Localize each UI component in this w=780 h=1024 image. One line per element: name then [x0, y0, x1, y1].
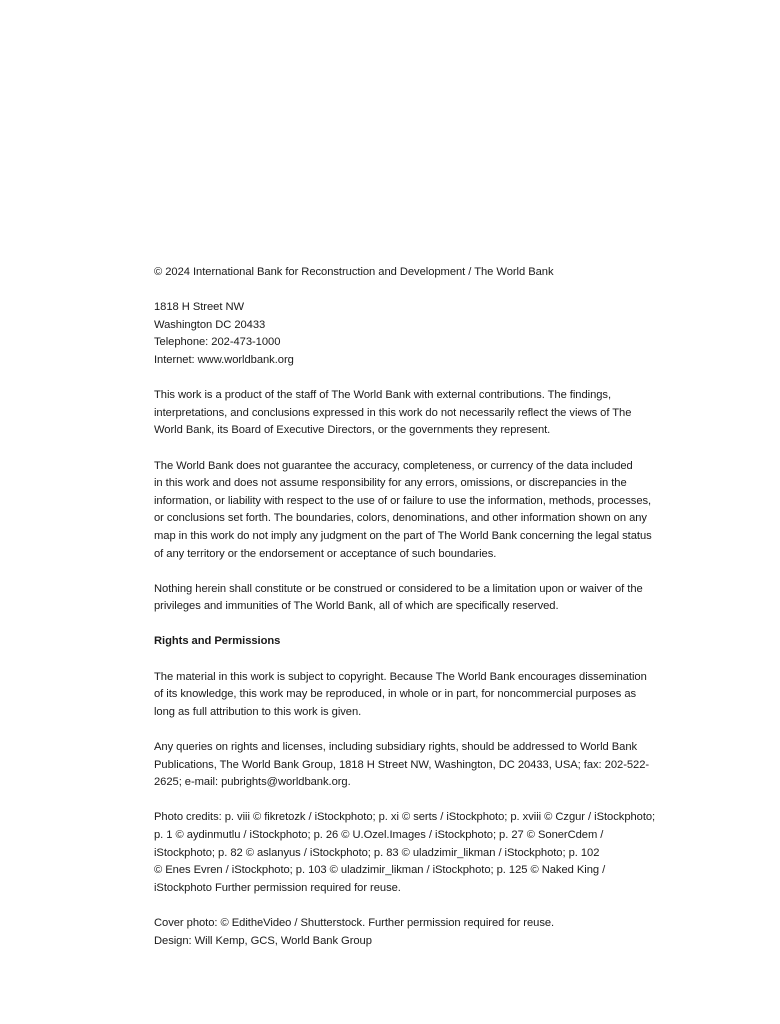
paragraph-line: of its knowledge, this work may be reproduced, in whole or in part, for noncommercial purposes as: [154, 688, 637, 701]
paragraph-line: World Bank, its Board of Executive Directors, or the governments they represent.: [154, 424, 551, 437]
photo-credits-paragraph: [154, 809, 714, 897]
credits-block: [154, 915, 714, 950]
address-internet: Internet: www.worldbank.org: [154, 353, 294, 366]
address-street: 1818 H Street NW: [154, 301, 244, 314]
disclaimer-privileges-paragraph: [154, 581, 714, 616]
rights-paragraph: [154, 669, 714, 722]
disclaimer-staff-paragraph: [154, 387, 714, 440]
copyright-page: [154, 264, 714, 968]
copyright-notice: © 2024 International Bank for Reconstruction and Development / The World Bank: [154, 266, 554, 278]
paragraph-line: The material in this work is subject to copyright. Because The World Bank encourages dissemination: [154, 670, 647, 683]
paragraph-line: The World Bank does not guarantee the accuracy, completeness, or currency of the data included: [154, 459, 633, 472]
paragraph-line: interpretations, and conclusions expressed in this work do not necessarily reflect the views of The: [154, 406, 632, 419]
paragraph-line: p. 1 © aydinmutlu / iStockphoto; p. 26 © U.Ozel.Images / iStockphoto; p. 27 © SonerCdem /: [154, 829, 604, 841]
paragraph-line: 2625; e-mail: pubrights@worldbank.org.: [154, 776, 351, 789]
paragraph-line: Any queries on rights and licenses, including subsidiary rights, should be addressed to World Bank: [154, 741, 638, 754]
paragraph-line: map in this work do not imply any judgment on the part of The World Bank concerning the legal status: [154, 529, 652, 542]
address-telephone: Telephone: 202-473-1000: [154, 336, 281, 349]
rights-heading: Rights and Permissions: [154, 635, 281, 648]
address-block: [154, 299, 714, 369]
paragraph-line: information, or liability with respect to the use of or failure to use the information, methods, processes,: [154, 494, 652, 507]
design-credit: Design: Will Kemp, GCS, World Bank Group: [154, 934, 372, 947]
paragraph-line: in this work and does not assume responsibility for any errors, omissions, or discrepancies in the: [154, 477, 627, 490]
copyright-notice-block: [154, 264, 714, 282]
paragraph-line: Publications, The World Bank Group, 1818 H Street NW, Washington, DC 20433, USA; fax: 202-522-: [154, 758, 650, 771]
paragraph-line: iStockphoto; p. 82 © aslanyus / iStockphoto; p. 83 © uladzimir_likman / iStockphoto; p. 102: [154, 846, 600, 859]
address-city: Washington DC 20433: [154, 318, 266, 331]
rights-heading-block: [154, 633, 714, 651]
paragraph-line: © Enes Evren / iStockphoto; p. 103 © uladzimir_likman / iStockphoto; p. 125 © Naked King /: [154, 864, 606, 877]
paragraph-line: Photo credits: p. viii © fikretozk / iStockphoto; p. xi © serts / iStockphoto; p. xviii © Czgur / iStockphoto;: [154, 811, 656, 824]
paragraph-line: This work is a product of the staff of The World Bank with external contributions. The findings,: [154, 389, 612, 402]
paragraph-line: Nothing herein shall constitute or be construed or considered to be a limitation upon or waiver of the: [154, 582, 643, 595]
cover-photo-credit: Cover photo: © EditheVideo / Shutterstock. Further permission required for reuse.: [154, 916, 555, 929]
paragraph-line: privileges and immunities of The World Bank, all of which are specifically reserved.: [154, 600, 559, 613]
disclaimer-accuracy-paragraph: [154, 458, 714, 564]
paragraph-line: of any territory or the endorsement or acceptance of such boundaries.: [154, 547, 497, 560]
paragraph-line: long as full attribution to this work is given.: [154, 705, 362, 718]
queries-paragraph: [154, 739, 714, 792]
paragraph-line: iStockphoto Further permission required for reuse.: [154, 881, 401, 894]
paragraph-line: or conclusions set forth. The boundaries, colors, denominations, and other information shown on any: [154, 512, 647, 525]
